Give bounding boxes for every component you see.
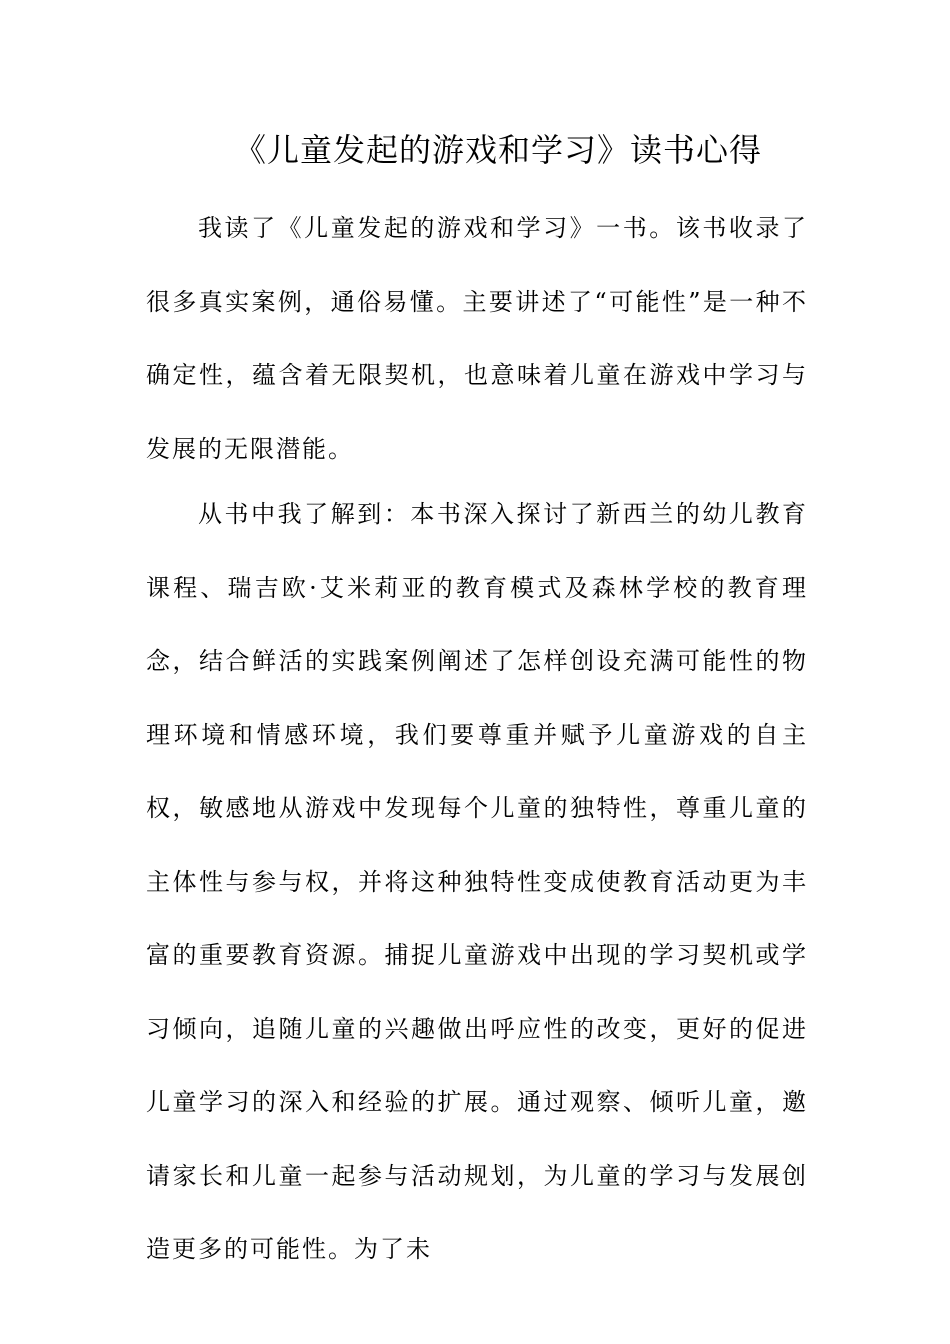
paragraph-1: 我读了《儿童发起的游戏和学习》一书。该书收录了很多真实案例，通俗易懂。主要讲述了“可能性”是一种不确定性，蕴含着无限契机，也意味着儿童在游戏中学习与发展的无限潜能。 [146, 214, 808, 463]
document-title: 《儿童发起的游戏和学习》读书心得 [233, 131, 762, 169]
paragraph-2: 从书中我了解到：本书深入探讨了新西兰的幼儿教育课程、瑞吉欧·艾米莉亚的教育模式及森林学校的教育理念，结合鲜活的实践案例阐述了怎样创设充满可能性的物理环境和情感环境，我们要尊重并赋予儿童游戏的自主权，敏感地从游戏中发现每个儿童的独特性，尊重儿童的主体性与参与权，并将这种独特性变成使教育活动更为丰富的重要教育资源。捕捉儿童游戏中出现的学习契机或学习倾向，追随儿童的兴趣做出呼应性的改变，更好的促进儿童学习的深入和经验的扩展。通过观察、倾听儿童，邀请家长和儿童一起参与活动规划，为儿童的学习与发展创造更多的可能性。为了未 [146, 500, 808, 1263]
